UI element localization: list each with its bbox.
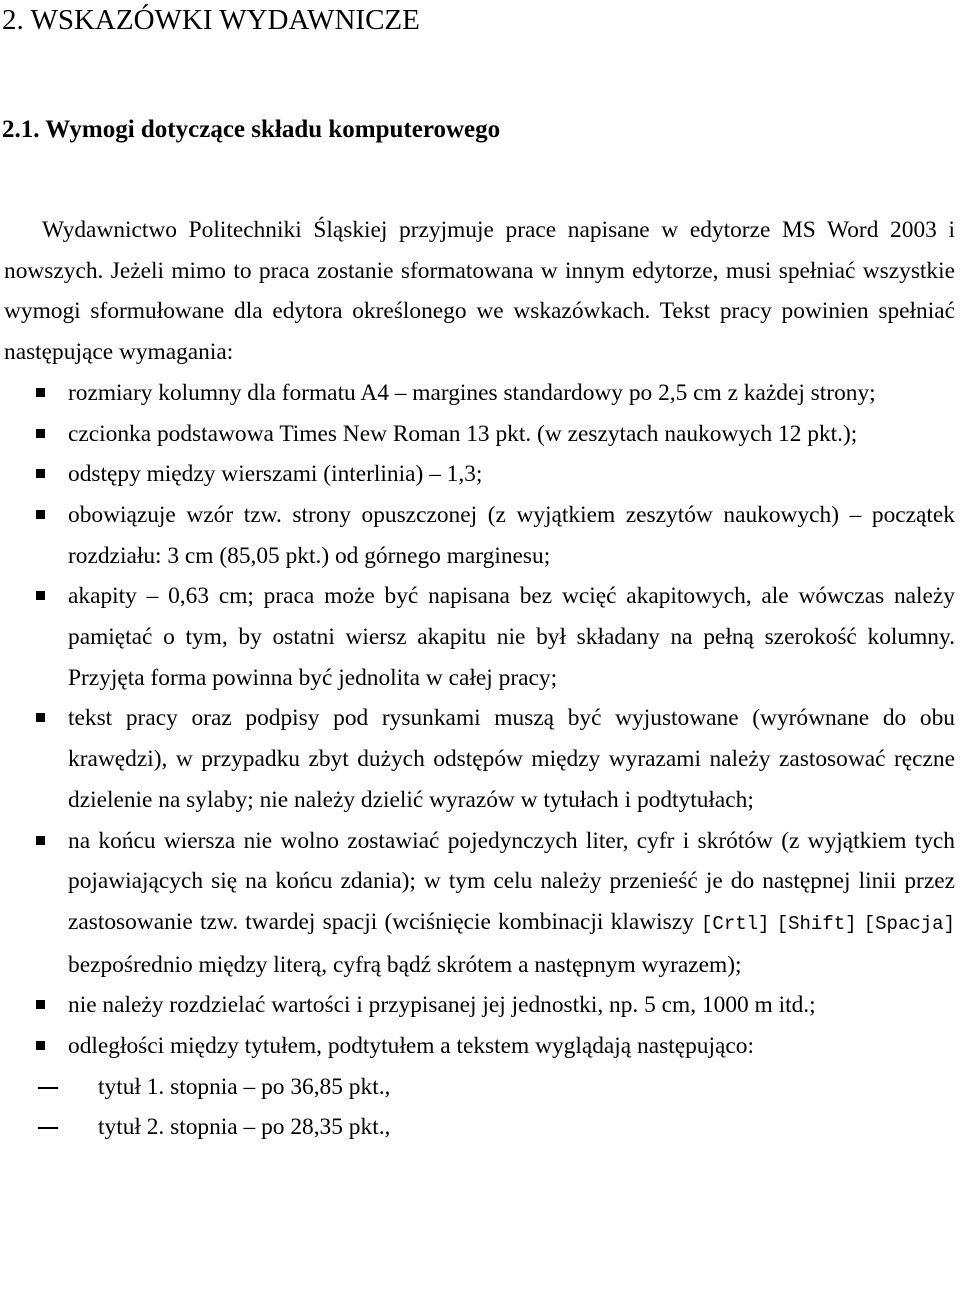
list-item [4,821,955,986]
section-heading: 2.1. Wymogi dotyczące składu komputerowego [2,116,501,143]
list-item [4,1026,955,1067]
list-item [4,495,955,576]
list-item-text: bezpośrednio między literą, cyfrą bądź skrótem a następnym wyrazem); [68,951,742,978]
key-space: [Spacja] [863,912,955,935]
sub-list-item-text: tytuł 1. stopnia – po 36,85 pkt., [98,1073,391,1100]
square-bullet-icon [36,1000,45,1009]
list-item [4,985,955,1026]
list-item-text: odstępy między wierszami (interlinia) – 1,3; [68,461,483,488]
square-bullet-icon [36,1041,45,1050]
square-bullet-icon [36,591,45,600]
list-item [4,576,955,698]
dash-bullet-icon [38,1127,58,1129]
square-bullet-icon [36,429,45,438]
list-item-text: odległości między tytułem, podtytułem a tekstem wyglądają następująco: [68,1033,754,1060]
list-item [4,454,955,495]
body-text [4,210,955,1148]
sub-list-item-text: tytuł 2. stopnia – po 28,35 pkt., [98,1114,391,1141]
intro-paragraph: Wydawnictwo Politechniki Śląskiej przyjmuje prace napisane w edytorze MS Word 2003 i nowszych. Jeżeli mimo to praca zostanie sformatowana w innym edytorze, musi spełniać wszystkie wymogi sformułowane dla edytora określonego we wskazówkach. Tekst pracy powinien spełniać następujące wymagania: [4,217,955,366]
key-shift: [Shift] [776,912,857,935]
list-item [4,698,955,820]
list-item [4,414,955,455]
list-item-text: rozmiary kolumny dla formatu A4 – margines standardowy po 2,5 cm z każdej strony; [68,379,876,406]
list-item-text: tekst pracy oraz podpisy pod rysunkami muszą być wyjustowane (wyrównane do obu krawędzi), w przypadku zbyt dużych odstępów między wyrazami należy zastosować ręczne dzielenie na sylaby; nie należy dzielić wyrazów w tytułach i podtytułach; [68,705,955,813]
list-item-text: obowiązuje wzór tzw. strony opuszczonej (z wyjątkiem zeszytów naukowych) – początek rozdziału: 3 cm (85,05 pkt.) od górnego marginesu; [68,501,955,569]
requirements-list [4,373,955,1148]
list-item-text: nie należy rozdzielać wartości i przypisanej jej jednostki, np. 5 cm, 1000 m itd.; [68,992,816,1019]
list-item [4,373,955,414]
square-bullet-icon [36,388,45,397]
sub-list-item [4,1107,955,1148]
square-bullet-icon [36,469,45,478]
list-item-text: czcionka podstawowa Times New Roman 13 pkt. (w zeszytach naukowych 12 pkt.); [68,420,858,447]
list-item-text: na końcu wiersza nie wolno zostawiać pojedynczych liter, cyfr i skrótów (z wyjątkiem tych pojawiających się na końcu zdania); w tym celu należy przenieść je do następnej linii przez zastosowanie tzw. twardej spacji (wciśnięcie kombinacji klawiszy [68,827,955,935]
sub-list-item [4,1067,955,1108]
square-bullet-icon [36,836,45,845]
chapter-heading: 2. WSKAZÓWKI WYDAWNICZE [2,4,420,36]
key-ctrl: [Crtl] [701,912,770,935]
dash-bullet-icon [38,1087,58,1089]
square-bullet-icon [36,713,45,722]
square-bullet-icon [36,510,45,519]
list-item-text: akapity – 0,63 cm; praca może być napisana bez wcięć akapitowych, ale wówczas należy pamiętać o tym, by ostatni wiersz akapitu nie był składany na pełną szerokość kolumny. Przyjęta forma powinna być jednolita w całej pracy; [68,583,955,691]
